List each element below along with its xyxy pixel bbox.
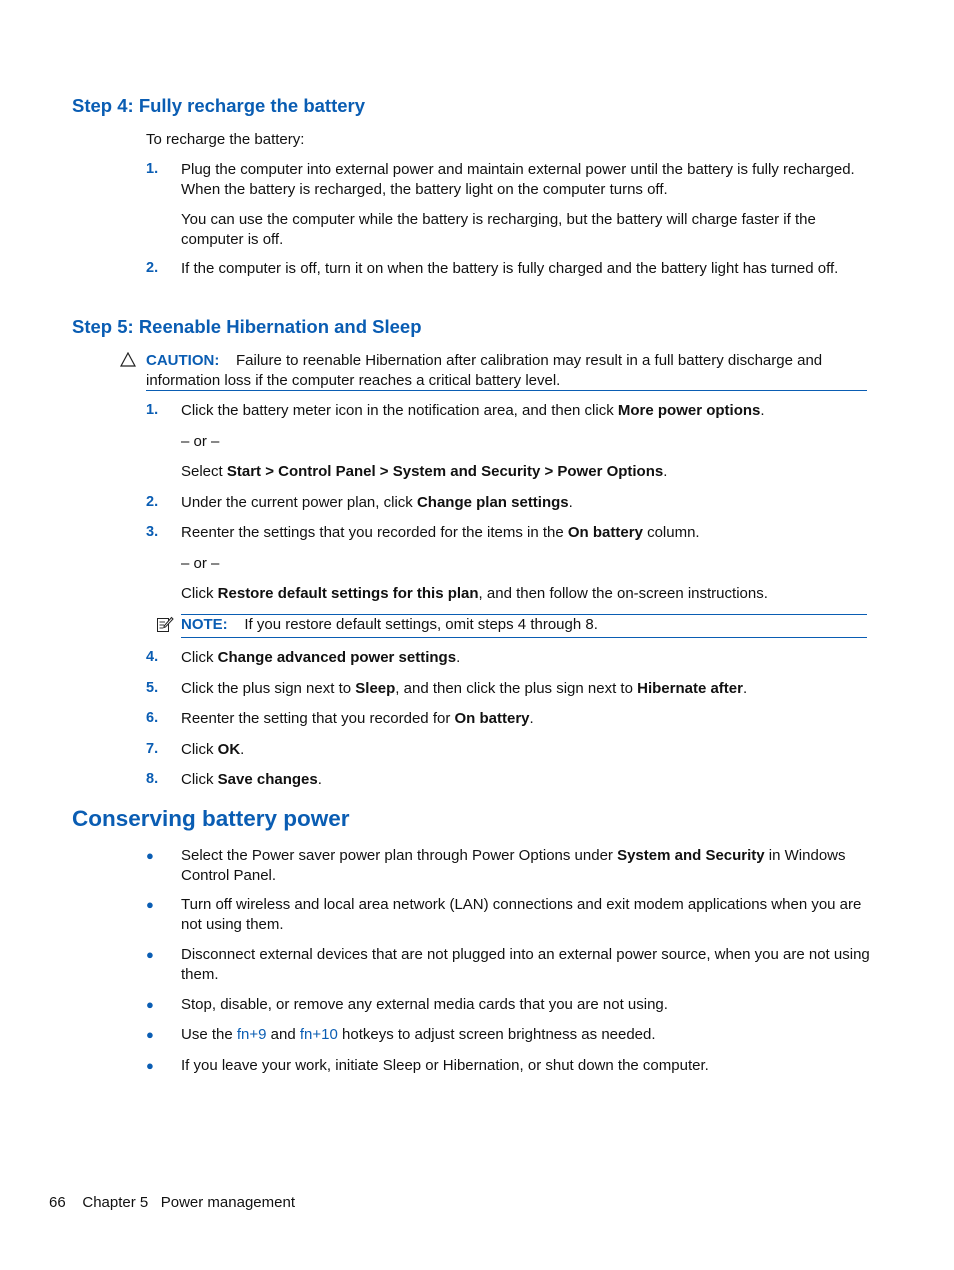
- step5-item-2-number: 2.: [146, 494, 159, 510]
- step5-item-8-number: 8.: [146, 771, 159, 787]
- conserving-item-5: Use the fn+9 and fn+10 hotkeys to adjust screen brightness as needed.: [181, 1026, 656, 1043]
- step5-heading: Step 5: Reenable Hibernation and Sleep: [72, 316, 422, 337]
- note-label: NOTE:: [181, 616, 228, 633]
- conserving-heading: Conserving battery power: [72, 806, 350, 831]
- step4-item-2-text: If the computer is off, turn it on when the battery is fully charged and the battery light has turned off.: [181, 260, 839, 277]
- bullet-3: ●: [146, 947, 154, 962]
- note-text: If you restore default settings, omit steps 4 through 8.: [244, 616, 598, 633]
- step5-item-1-text: Click the battery meter icon in the notification area, and then click More power options.: [181, 402, 765, 419]
- caution-triangle-icon: [120, 352, 136, 367]
- step5-item-3-number: 3.: [146, 524, 159, 540]
- step4-item-2-number: 2.: [146, 260, 159, 276]
- footer-chapter: Chapter 5: [82, 1194, 149, 1211]
- bullet-5: ●: [146, 1027, 154, 1042]
- step5-item-3-text: Reenter the settings that you recorded for the items in the On battery column.: [181, 524, 700, 541]
- conserving-item-4: Stop, disable, or remove any external media cards that you are not using.: [181, 996, 668, 1013]
- caution-label: CAUTION:: [146, 352, 220, 369]
- footer-title: Power management: [160, 1194, 295, 1211]
- conserving-item-3: Disconnect external devices that are not plugged into an external power source, when you are not using them.: [181, 946, 870, 983]
- step5-item-1-number: 1.: [146, 402, 159, 418]
- step5-item-6-text: Reenter the setting that you recorded for On battery.: [181, 710, 534, 727]
- caution-rule: [146, 390, 867, 391]
- step5-item-5-text: Click the plus sign next to Sleep, and then click the plus sign next to Hibernate after.: [181, 680, 748, 697]
- bullet-2: ●: [146, 897, 154, 912]
- fn10-key: fn+10: [299, 1026, 338, 1043]
- conserving-item-1: Select the Power saver power plan through Power Options under System and Security in Windows Control Panel.: [181, 847, 846, 884]
- step5-item-1-alt: Select Start > Control Panel > System and Security > Power Options.: [181, 463, 668, 480]
- step5-item-2-text: Under the current power plan, click Change plan settings.: [181, 494, 573, 511]
- bullet-1: ●: [146, 848, 154, 863]
- step5-item-4-text: Click Change advanced power settings.: [181, 649, 461, 666]
- step4-heading: Step 4: Fully recharge the battery: [72, 95, 366, 116]
- page-number: 66: [49, 1194, 66, 1211]
- caution-text: Failure to reenable Hibernation after calibration may result in a full battery discharge and information loss if the computer reaches a critical battery level.: [146, 352, 823, 389]
- page-footer: [49, 1193, 295, 1213]
- note-pencil-icon: [156, 616, 174, 634]
- conserving-item-6: If you leave your work, initiate Sleep or Hibernation, or shut down the computer.: [181, 1057, 709, 1074]
- conserving-item-2: Turn off wireless and local area network (LAN) connections and exit modem applications when you are not using them.: [181, 896, 862, 933]
- bullet-6: ●: [146, 1058, 154, 1073]
- caution-block: [146, 351, 868, 390]
- step5-item-7-number: 7.: [146, 741, 159, 757]
- step5-item-3-alt: Click Restore default settings for this plan, and then follow the on-screen instructions.: [181, 585, 768, 602]
- note-rule-bottom: [181, 637, 867, 638]
- bullet-4: ●: [146, 997, 154, 1012]
- step5-item-3-or: – or –: [181, 555, 220, 572]
- step4-item-1-number: 1.: [146, 161, 159, 177]
- step5-item-4-number: 4.: [146, 649, 159, 665]
- step4-item-1-subtext: You can use the computer while the battery is recharging, but the battery will charge faster if the computer is off.: [181, 211, 816, 248]
- fn9-key: fn+9: [236, 1026, 267, 1043]
- step4-intro: To recharge the battery:: [146, 131, 305, 148]
- step5-item-6-number: 6.: [146, 710, 159, 726]
- step4-item-1-text: Plug the computer into external power and maintain external power until the battery is fully recharged. When the battery is recharged, the battery light on the computer turns off.: [181, 161, 855, 198]
- step5-item-8-text: Click Save changes.: [181, 771, 322, 788]
- step5-item-7-text: Click OK.: [181, 741, 245, 758]
- note-block: [181, 615, 867, 635]
- step5-item-1-or: – or –: [181, 433, 220, 450]
- step5-item-5-number: 5.: [146, 680, 159, 696]
